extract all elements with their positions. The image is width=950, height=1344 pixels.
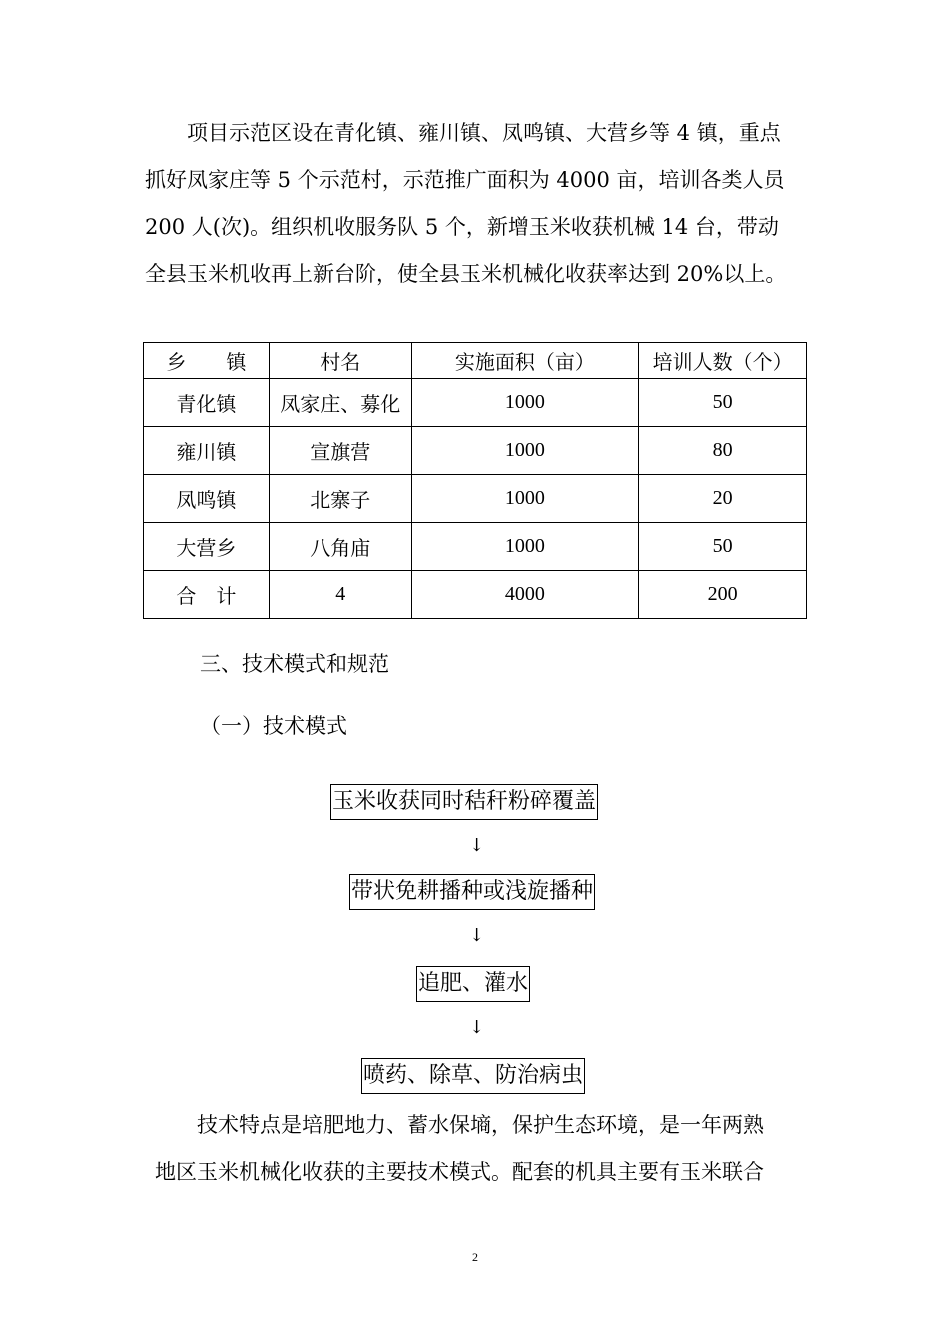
cell-village: 宣旗营 xyxy=(269,427,411,475)
cell-village: 凤家庄、募化 xyxy=(269,379,411,427)
intro-line: 全县玉米机收再上新台阶，使全县玉米机械化收获率达到 20%以上。 xyxy=(145,262,787,286)
flowchart-step: 追肥、灌水 xyxy=(416,966,530,1002)
cell-total-trainees: 200 xyxy=(639,571,807,619)
down-arrow-icon: ↓ xyxy=(469,835,485,856)
page-number: 2 xyxy=(472,1250,478,1264)
cell-trainees: 50 xyxy=(639,379,807,427)
cell-town: 凤鸣镇 xyxy=(144,475,270,523)
cell-area: 1000 xyxy=(411,475,639,523)
cell-area: 1000 xyxy=(411,523,639,571)
cell-village: 八角庙 xyxy=(269,523,411,571)
flowchart-step: 玉米收获同时秸秆粉碎覆盖 xyxy=(330,784,598,820)
cell-village: 北寨子 xyxy=(269,475,411,523)
table-header-row xyxy=(144,343,807,379)
cell-town: 雍川镇 xyxy=(144,427,270,475)
table-row xyxy=(144,379,807,427)
intro-line: 抓好凤家庄等 5 个示范村，示范推广面积为 4000 亩，培训各类人员 xyxy=(145,168,785,192)
table-row xyxy=(144,427,807,475)
closing-paragraph xyxy=(155,1102,807,1196)
cell-town: 大营乡 xyxy=(144,523,270,571)
header-town: 乡 镇 xyxy=(144,343,270,379)
flowchart-step: 喷药、除草、防治病虫 xyxy=(361,1058,585,1094)
header-trainees: 培训人数（个） xyxy=(639,343,807,379)
header-village: 村名 xyxy=(269,343,411,379)
section-heading: 三、技术模式和规范 xyxy=(200,652,389,676)
down-arrow-icon: ↓ xyxy=(469,1017,485,1038)
table-total-row xyxy=(144,571,807,619)
cell-area: 1000 xyxy=(411,379,639,427)
closing-line: 技术特点是培肥地力、蓄水保墒，保护生态环境，是一年两熟 xyxy=(197,1113,764,1137)
intro-line: 200 人(次)。组织机收服务队 5 个，新增玉米收获机械 14 台，带动 xyxy=(145,215,779,239)
cell-total-villages: 4 xyxy=(269,571,411,619)
header-area: 实施面积（亩） xyxy=(411,343,639,379)
demonstration-table xyxy=(143,342,807,619)
table-row xyxy=(144,523,807,571)
cell-trainees: 50 xyxy=(639,523,807,571)
closing-line: 地区玉米机械化收获的主要技术模式。配套的机具主要有玉米联合 xyxy=(155,1160,764,1184)
flowchart-step: 带状免耕播种或浅旋播种 xyxy=(349,874,595,910)
subsection-heading: （一）技术模式 xyxy=(200,714,347,738)
cell-total-label: 合 计 xyxy=(144,571,270,619)
cell-total-area: 4000 xyxy=(411,571,639,619)
cell-town: 青化镇 xyxy=(144,379,270,427)
down-arrow-icon: ↓ xyxy=(469,925,485,946)
cell-area: 1000 xyxy=(411,427,639,475)
intro-paragraph xyxy=(145,110,807,298)
table-row xyxy=(144,475,807,523)
intro-line: 项目示范区设在青化镇、雍川镇、凤鸣镇、大营乡等 4 镇，重点 xyxy=(187,121,781,145)
cell-trainees: 20 xyxy=(639,475,807,523)
cell-trainees: 80 xyxy=(639,427,807,475)
